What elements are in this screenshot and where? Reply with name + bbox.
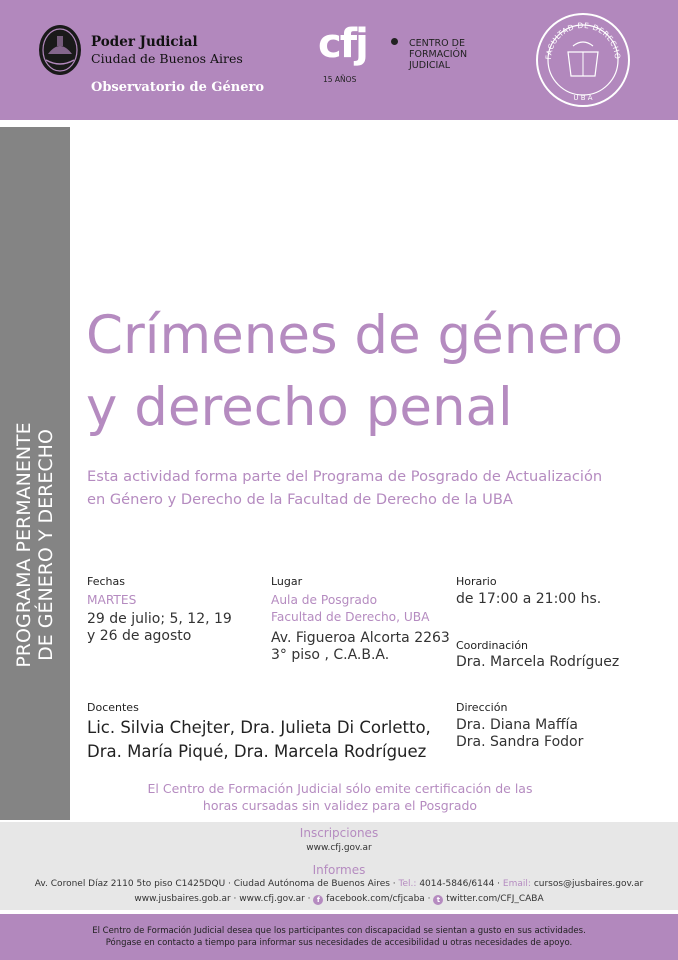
docentes-line1: Lic. Silvia Chejter, Dra. Julieta Di Corletto, <box>87 718 431 737</box>
seal-top-text: FACULTAD DE DERECHO <box>543 20 623 60</box>
accessibility-line2: Póngase en contacto a tiempo para informar sus necesidades de accesibilidad u otras necesidades de apoyo. <box>105 938 573 948</box>
fechas-dates-line2: y 26 de agosto <box>87 628 192 644</box>
twitter-link[interactable]: twitter.com/CFJ_CABA <box>446 894 544 904</box>
observatorio-genero-label: Observatorio de Género <box>91 80 264 95</box>
coordinacion-label: Coordinación <box>456 639 529 652</box>
accessibility-line1: El Centro de Formación Judicial desea que los participantes con discapacidad se sientan a gusto en sus actividades. <box>92 926 586 936</box>
uba-law-faculty-seal-icon <box>535 12 631 108</box>
inscripciones-link[interactable]: www.cfj.gov.ar <box>306 843 372 853</box>
lugar-place2: Facultad de Derecho, UBA <box>271 610 430 624</box>
direccion-label: Dirección <box>456 701 508 714</box>
event-subtitle <box>87 465 667 511</box>
inscripciones-label: Inscripciones <box>299 826 379 840</box>
poder-judicial-title: Poder Judicial <box>91 34 198 50</box>
subtitle-line2: en Género y Derecho de la Facultad de Derecho de la UBA <box>87 491 513 508</box>
coordinacion-value: Dra. Marcela Rodríguez <box>456 654 620 670</box>
email-label: Email: <box>502 879 531 889</box>
twitter-icon: t <box>433 895 443 905</box>
accessibility-note <box>0 925 678 949</box>
seal-bottom-text: U B A <box>573 94 593 102</box>
contact-line <box>0 879 678 889</box>
lugar-address1: Av. Figueroa Alcorta 2263 <box>271 630 450 646</box>
tel-label: Tel.: <box>398 879 417 889</box>
fechas-label: Fechas <box>87 575 125 588</box>
web-line <box>0 894 678 905</box>
note-line2: horas cursadas sin validez para el Posgrado <box>202 798 478 813</box>
certification-note <box>80 780 600 814</box>
cfj-institution-name <box>409 38 467 71</box>
title-line1: Crímenes de género <box>86 305 624 366</box>
poder-judicial-seal-icon <box>38 24 82 76</box>
horario-label: Horario <box>456 575 497 588</box>
horario-value: de 17:00 a 21:00 hs. <box>456 591 602 607</box>
docentes-names <box>87 716 431 764</box>
cfj-dot-icon <box>391 38 398 45</box>
direccion-line1: Dra. Diana Maffía <box>456 717 578 733</box>
docentes-line2: Dra. María Piqué, Dra. Marcela Rodríguez <box>87 742 427 761</box>
fechas-day: MARTES <box>87 593 137 607</box>
event-title <box>86 300 666 444</box>
header-band <box>0 0 678 120</box>
ciudad-buenos-aires-subtitle: Ciudad de Buenos Aires <box>91 51 243 66</box>
lugar-place1: Aula de Posgrado <box>271 593 378 607</box>
docentes-label: Docentes <box>87 701 139 714</box>
cfj-logo-text: cfj <box>318 21 367 67</box>
side-label-line2: DE GÉNERO Y DERECHO <box>35 429 57 661</box>
cfj-name-line3: JUDICIAL <box>409 60 451 71</box>
websites-links[interactable]: www.jusbaires.gob.ar · www.cfj.gov.ar · <box>134 894 311 904</box>
lugar-address2: 3° piso , C.A.B.A. <box>271 647 390 663</box>
side-label-line1: PROGRAMA PERMANENTE <box>13 422 35 668</box>
fechas-dates-line1: 29 de julio; 5, 12, 19 <box>87 611 232 627</box>
informes-label: Informes <box>312 863 366 877</box>
cfj-anniversary-label: 15 AÑOS <box>323 75 357 84</box>
direccion-line2: Dra. Sandra Fodor <box>456 734 584 750</box>
cfj-name-line1: CENTRO DE <box>409 38 465 49</box>
tel-value: 4014-5846/6144 · <box>419 879 501 889</box>
cfj-name-line2: FORMACIÓN <box>409 49 468 60</box>
accessibility-band <box>0 914 678 960</box>
subtitle-line1: Esta actividad forma parte del Programa de Posgrado de Actualización <box>87 468 603 485</box>
note-line1: El Centro de Formación Judicial sólo emite certificación de las <box>147 781 533 796</box>
facebook-icon: f <box>313 895 323 905</box>
facebook-link[interactable]: facebook.com/cfjcaba · <box>326 894 431 904</box>
title-line2: y derecho penal <box>86 377 513 438</box>
email-link[interactable]: cursos@jusbaires.gov.ar <box>533 879 644 889</box>
footer-info-band <box>0 822 678 910</box>
contact-address: Av. Coronel Díaz 2110 5to piso C1425DQU · Ciudad Autónoma de Buenos Aires · <box>34 879 396 889</box>
lugar-label: Lugar <box>271 575 303 588</box>
